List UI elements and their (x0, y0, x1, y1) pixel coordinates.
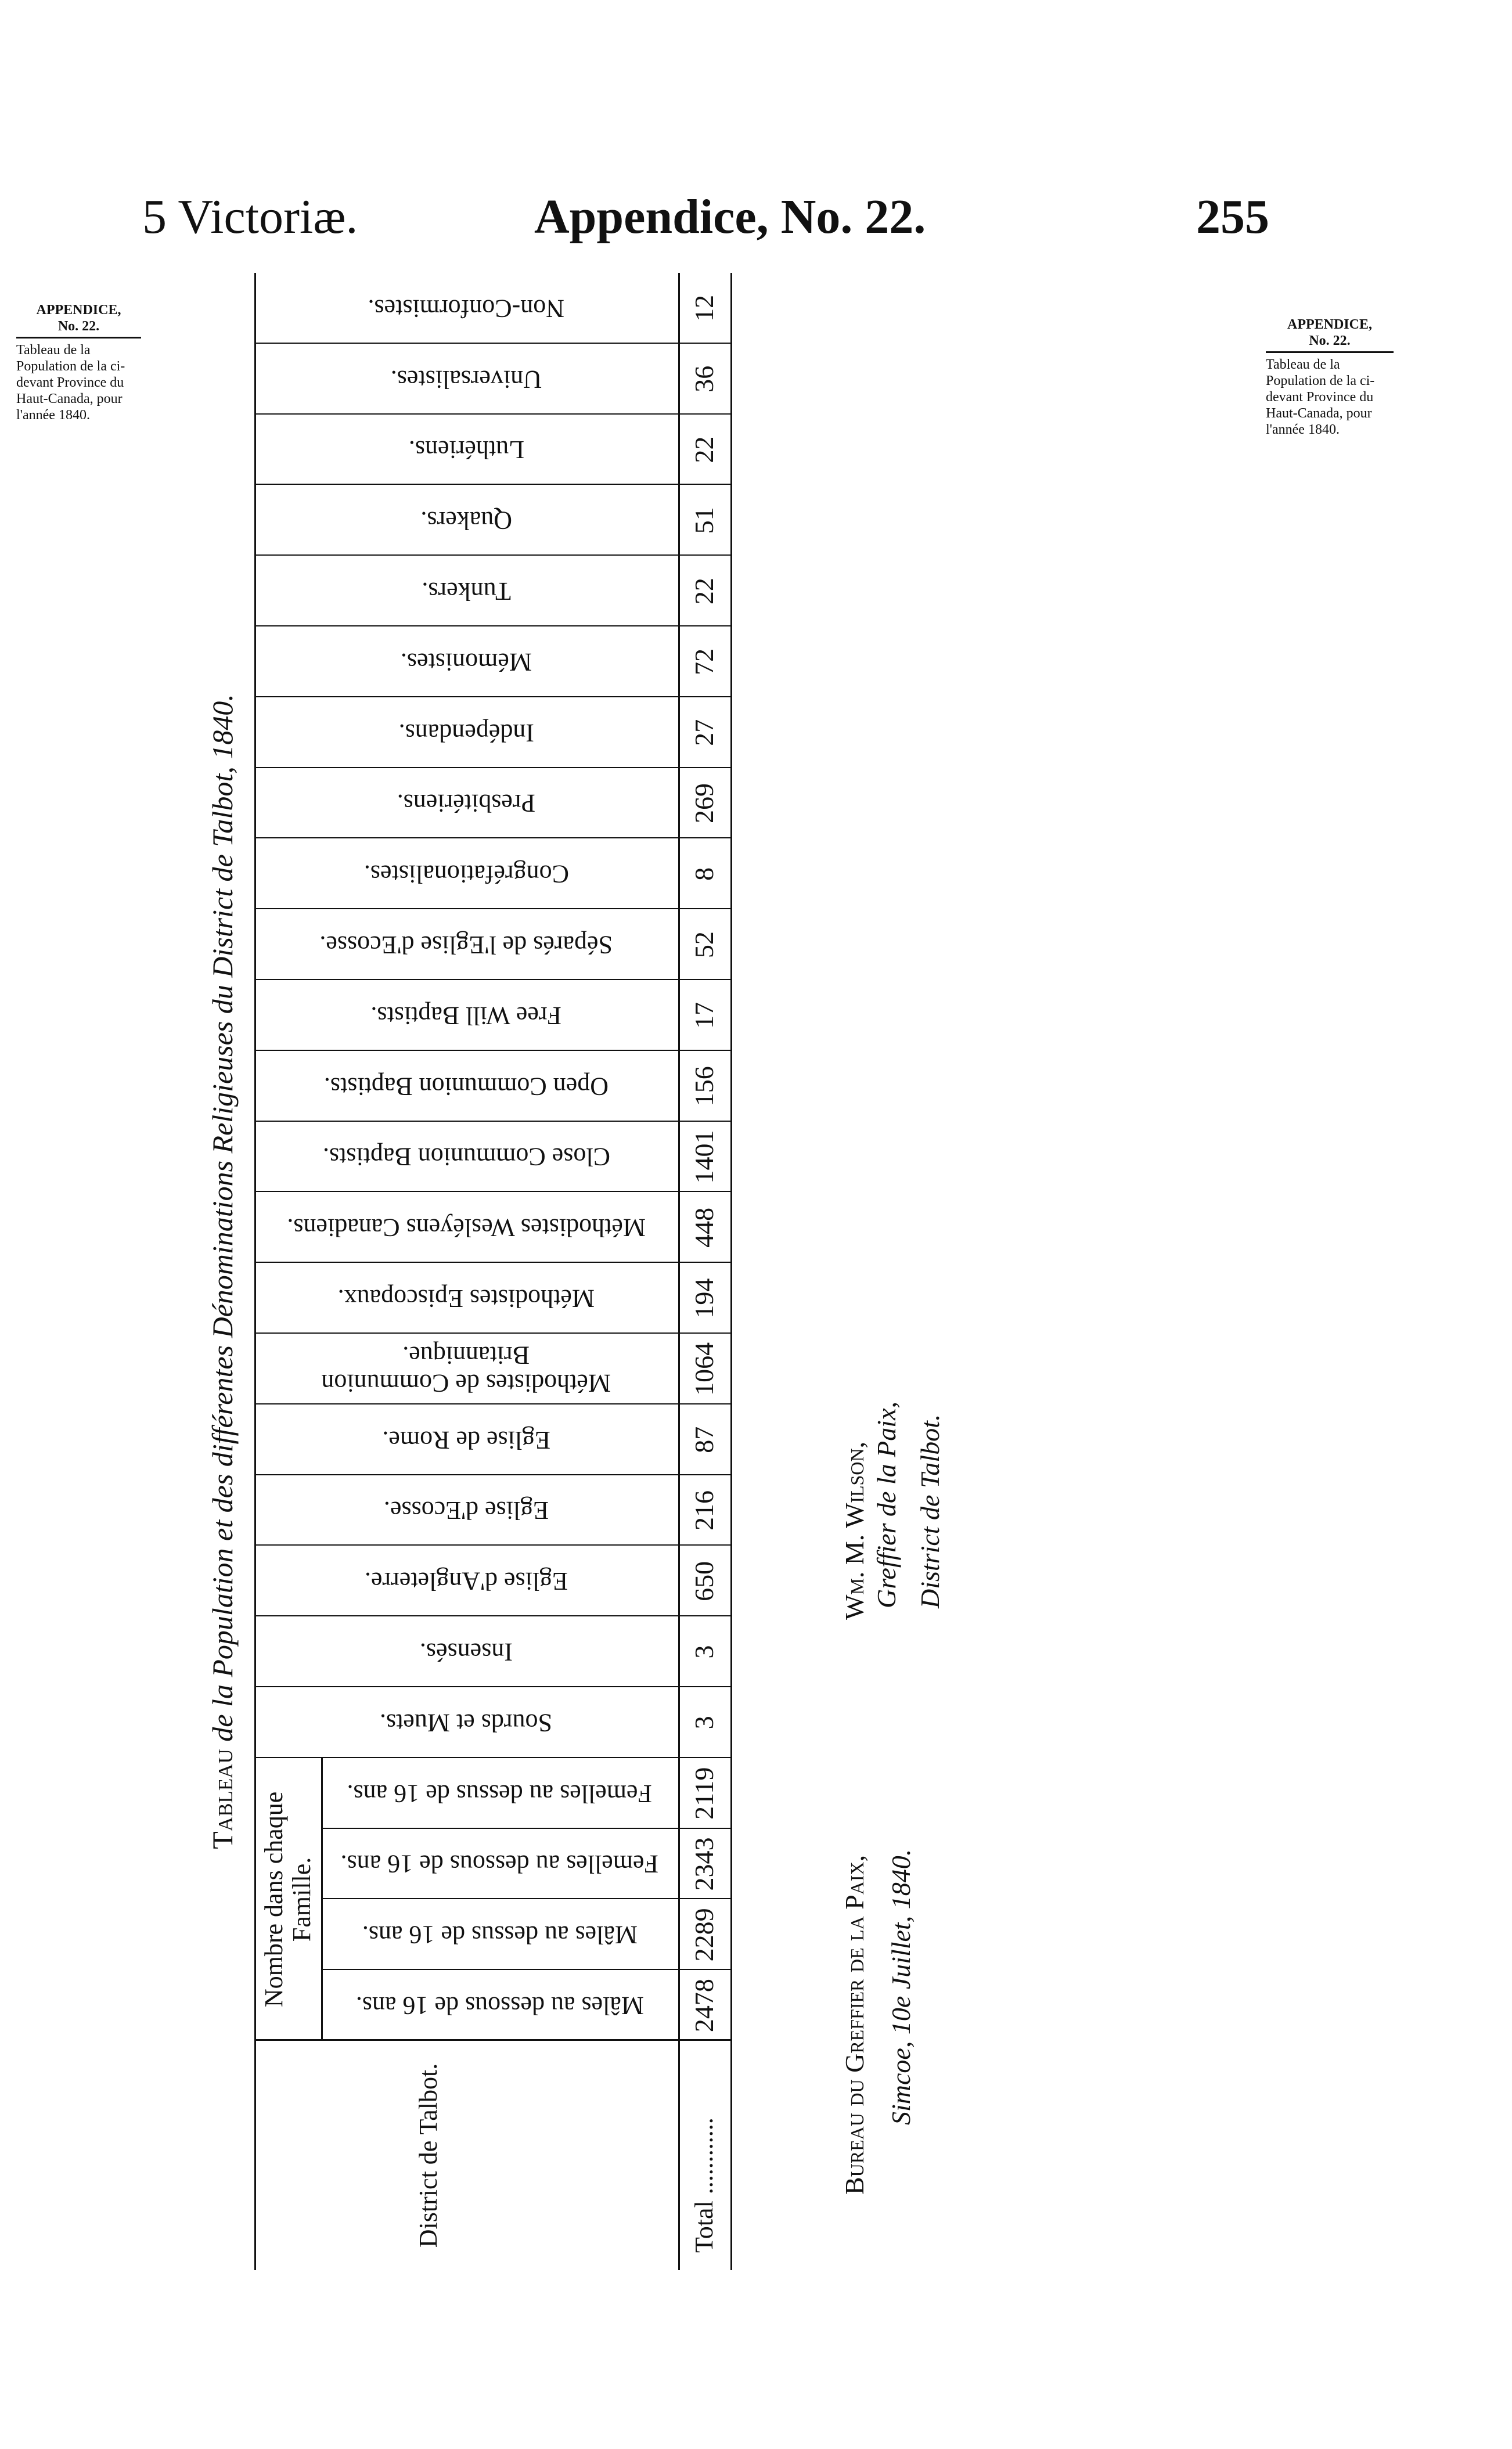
column-rule (321, 1969, 730, 1970)
column-rule (254, 1686, 730, 1687)
column-value: 12 (689, 294, 719, 322)
running-head-left: 5 Victoriæ. (142, 190, 358, 244)
column-value: 36 (689, 365, 719, 392)
column-rule (254, 1474, 730, 1475)
table-title-prefix: Tableau (206, 1749, 239, 1849)
column-value: 17 (689, 1002, 719, 1029)
column-header: Free Will Baptists. (370, 1001, 562, 1030)
column-header: Eglise d'Angleterre. (364, 1567, 568, 1596)
column-value: 650 (689, 1561, 719, 1601)
office-line: Bureau du Greffier de la Paix, (840, 1854, 869, 2195)
column-value: 216 (689, 1490, 719, 1531)
margin-note-title: APPENDICE, (36, 302, 121, 318)
column-value: 3 (689, 1645, 719, 1659)
column-rule (254, 1615, 730, 1616)
page-number: 255 (1196, 190, 1269, 244)
column-value: 1401 (689, 1130, 719, 1184)
margin-note-right (1266, 316, 1394, 438)
column-header: Eglise d'Ecosse. (383, 1496, 549, 1525)
column-rule (254, 767, 730, 768)
column-header: Indépendans. (398, 718, 534, 747)
column-value: 2343 (689, 1837, 719, 1891)
column-value: 1064 (689, 1342, 719, 1396)
column-rule (254, 979, 730, 980)
column-rule (254, 413, 730, 415)
column-header: Méthodistes Wesléyens Canadiens. (287, 1213, 646, 1242)
column-header: Femelles au dessous de 16 ans. (340, 1850, 659, 1879)
column-header: Séparés de l'Eglise d'Ecosse. (319, 931, 613, 960)
column-value: 51 (689, 507, 719, 534)
margin-note-text: Tableau de la Population de la ci-devant Province du Haut-Canada, pour l'année 1840. (1266, 357, 1375, 437)
column-value: 2119 (689, 1767, 719, 1820)
column-rule (254, 1121, 730, 1122)
column-value: 2289 (689, 1908, 719, 1962)
column-value: 22 (689, 436, 719, 463)
column-header: Congréfationalistes. (363, 860, 569, 889)
column-value: 72 (689, 648, 719, 675)
row-label: District de Talbot. (414, 2063, 442, 2248)
column-header: Eglise de Rome. (382, 1425, 550, 1454)
column-value: 8 (689, 867, 719, 881)
column-value: 269 (689, 783, 719, 824)
margin-note-text: Tableau de la Population de la ci-devant Province du Haut-Canada, pour l'année 1840. (16, 343, 125, 423)
margin-note-left (16, 302, 141, 423)
column-header: Méthodistes de Communion Britannique. (321, 1341, 611, 1398)
column-header: Sourds et Muets. (380, 1708, 553, 1737)
column-rule (254, 1544, 730, 1546)
margin-rule (1266, 351, 1394, 353)
column-value: 27 (689, 719, 719, 746)
column-value: 194 (689, 1278, 719, 1319)
column-rule (254, 625, 730, 626)
column-header: Mémonistes. (400, 647, 532, 676)
running-head-center: Appendice, No. 22. (534, 190, 926, 244)
column-rule (321, 1898, 730, 1899)
column-header: Tunkers. (422, 577, 511, 606)
column-value: 2478 (689, 1979, 719, 2033)
column-header: Universalistes. (390, 365, 542, 394)
column-rule (254, 343, 730, 344)
total-label: Total ............ (690, 2117, 718, 2253)
margin-note-number: No. 22. (57, 319, 100, 334)
margin-rule (16, 337, 141, 338)
column-rule (321, 1828, 730, 1829)
signature-district: District de Talbot. (915, 1414, 945, 1608)
column-rule (254, 1403, 730, 1404)
column-value: 22 (689, 578, 719, 605)
column-value: 87 (689, 1426, 719, 1453)
margin-note-number: No. 22. (1309, 333, 1351, 348)
office-date: Simcoe, 10e Juillet, 1840. (886, 1849, 916, 2125)
signature-name: Wm. M. Wilson, (840, 1441, 869, 1620)
table-title-text: de la Population et des différentes Dénominations Religieuses du District de Talbot, 1840. (206, 694, 239, 1742)
column-header: Close Communion Baptists. (322, 1143, 610, 1172)
column-header: Méthodistes Episcopaux. (337, 1284, 595, 1313)
column-rule (254, 1050, 730, 1051)
column-header: Non-Conformistes. (368, 294, 565, 323)
column-header: Femelles au dessus de 16 ans. (347, 1779, 653, 1808)
column-rule (254, 837, 730, 838)
column-value: 52 (689, 931, 719, 959)
column-value: 448 (689, 1207, 719, 1248)
column-value: 156 (689, 1066, 719, 1107)
margin-note-title: APPENDICE, (1287, 317, 1372, 332)
column-header: Mâles au dessous de 16 ans. (355, 1991, 644, 2021)
column-rule (254, 1332, 730, 1334)
column-header: Luthériens. (408, 435, 524, 464)
column-header: Mâles au dessus de 16 ans. (362, 1921, 638, 1950)
group-header: Nombre dans chaque Famille. (259, 1791, 316, 2008)
signature-title: Greffier de la Paix, (872, 1402, 901, 1608)
column-rule (254, 554, 730, 556)
column-rule (254, 1262, 730, 1263)
column-header: Presbitériens. (397, 789, 536, 818)
column-header: Open Communion Baptists. (323, 1072, 609, 1101)
population-table (196, 273, 777, 2270)
table-title (196, 273, 249, 2270)
table-rule-bottom (730, 273, 732, 2270)
column-header: Quakers. (420, 506, 512, 535)
column-rule (254, 484, 730, 485)
column-rule (254, 696, 730, 697)
column-rule (254, 1191, 730, 1192)
column-header: Insensés. (419, 1638, 513, 1667)
column-rule (254, 908, 730, 909)
column-rule (254, 1757, 730, 1758)
column-value: 3 (689, 1716, 719, 1730)
